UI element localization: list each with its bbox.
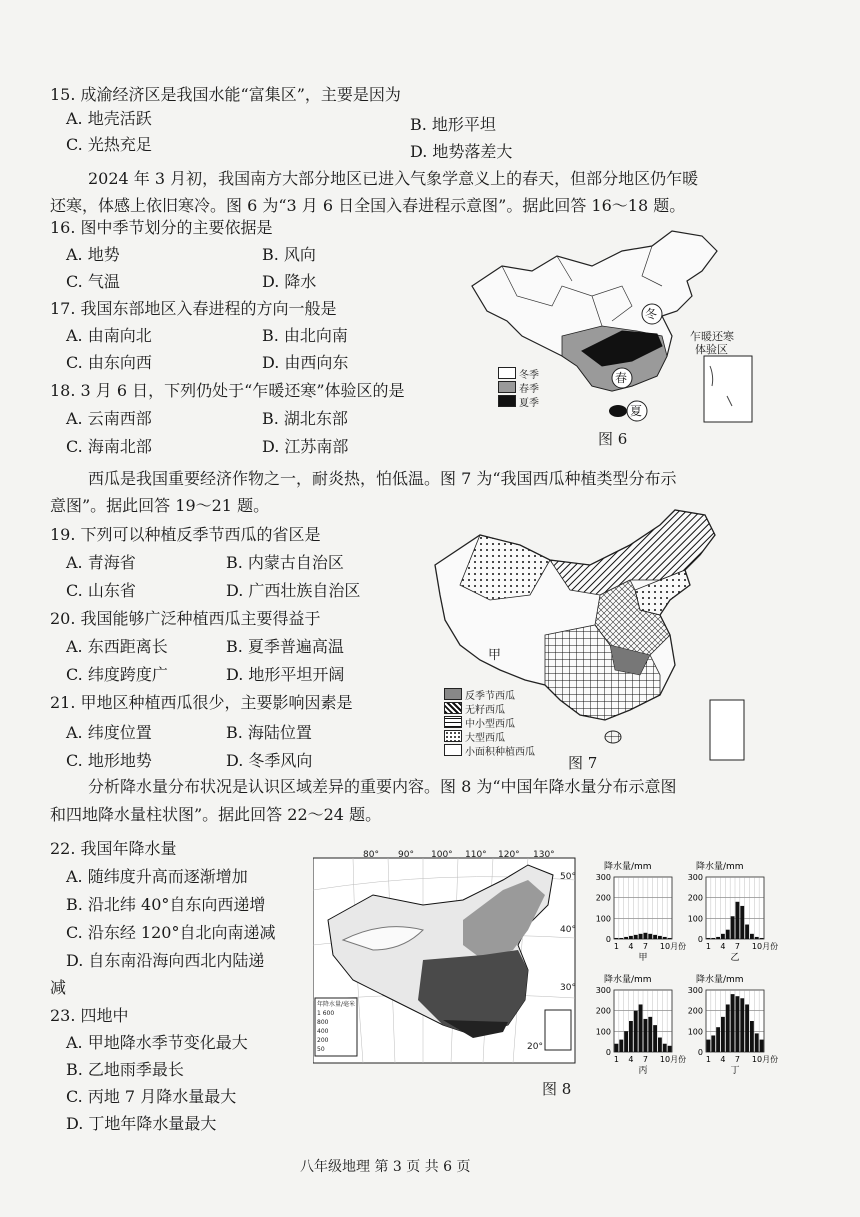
q22-stem: 22. 我国年降水量 (50, 839, 177, 858)
bar-month-8 (740, 906, 744, 939)
lon-130: 130° (533, 850, 555, 860)
q17-option-c: C. 由东向西 (66, 353, 152, 372)
figure-7-map (430, 505, 750, 765)
legend-off-season: 反季节西瓜 (465, 690, 515, 702)
bar-chart-2 (680, 855, 779, 963)
bar-month-2 (711, 938, 715, 939)
x-tick-label: 7 (734, 1055, 740, 1064)
lon-100: 100° (431, 850, 453, 860)
bar-month-4 (629, 1021, 633, 1052)
chart-title: 丙 (638, 1066, 648, 1076)
q19-option-c: C. 山东省 (66, 581, 136, 600)
bar-month-11 (755, 937, 759, 939)
y-axis-label: 降水量/mm (696, 862, 744, 872)
bar-month-7 (644, 933, 648, 939)
figure-8-legend (317, 1000, 355, 1054)
lat-40: 40° (560, 925, 576, 935)
y-axis-label: 降水量/mm (604, 862, 652, 872)
x-tick-label: 7 (642, 942, 648, 951)
q16-option-b: B. 风向 (262, 245, 316, 264)
chart-title: 丁 (730, 1066, 740, 1076)
bar-month-1 (707, 938, 711, 939)
bar-month-2 (711, 1035, 715, 1052)
y-tick-label: 100 (595, 914, 611, 924)
bar-month-5 (726, 1004, 730, 1052)
bar-month-10 (750, 1021, 754, 1052)
bar-month-9 (653, 935, 657, 939)
bar-month-11 (663, 1044, 667, 1052)
bar-chart-4 (680, 968, 779, 1076)
q19-option-b: B. 内蒙古自治区 (226, 553, 344, 572)
legend-summer: 夏季 (519, 397, 539, 409)
bar-chart-1 (588, 855, 687, 963)
x-tick-label: 7 (734, 942, 740, 951)
q22-option-a: A. 随纬度升高而逐渐增加 (66, 867, 248, 886)
label-zone: 乍暖还寒 (690, 330, 734, 343)
bar-month-9 (745, 925, 749, 939)
lat-20: 20° (527, 1042, 543, 1052)
bar-month-5 (634, 935, 638, 939)
legend-200: 200 (317, 1037, 329, 1044)
legend-spring: 春季 (519, 383, 539, 395)
q18-option-a: A. 云南西部 (66, 409, 152, 428)
q22-option-d: D. 自东南沿海向西北内陆递 (66, 951, 265, 970)
bar-month-11 (663, 937, 667, 939)
q16-option-a: A. 地势 (66, 245, 120, 264)
q22-option-c: C. 沿东经 120°自北向南递减 (66, 923, 276, 942)
bar-month-3 (624, 937, 628, 939)
legend-small-area: 小面积种植西瓜 (465, 746, 535, 758)
figure-8-map (313, 850, 583, 1065)
q18-option-b: B. 湖北东部 (262, 409, 348, 428)
q23-option-a: A. 甲地降水季节变化最大 (66, 1033, 248, 1052)
bar-month-2 (619, 1040, 623, 1052)
y-tick-label: 200 (595, 893, 611, 903)
q17-option-d: D. 由西向东 (262, 353, 349, 372)
q19-stem: 19. 下列可以种植反季节西瓜的省区是 (50, 525, 321, 544)
y-tick-label: 0 (605, 935, 611, 944)
x-tick-label: 1 (705, 1055, 711, 1064)
y-tick-label: 100 (687, 914, 703, 924)
y-tick-label: 0 (697, 1048, 703, 1057)
bar-month-8 (740, 998, 744, 1052)
figure-6-legend (498, 366, 539, 408)
x-tick-label: 4 (720, 942, 726, 951)
bar-month-6 (639, 1004, 643, 1052)
chart-title: 乙 (730, 953, 740, 963)
lat-30: 30° (560, 983, 576, 993)
q20-option-b: B. 夏季普遍高温 (226, 637, 344, 656)
q22-option-b: B. 沿北纬 40°自东向西递增 (66, 895, 266, 914)
bar-month-4 (629, 936, 633, 939)
x-tick-label: 10月份 (659, 1055, 687, 1064)
lon-120: 120° (498, 850, 520, 860)
figure-6-map (462, 226, 762, 426)
bar-month-7 (736, 996, 740, 1052)
q19-option-d: D. 广西壮族自治区 (226, 581, 361, 600)
bar-month-12 (668, 938, 672, 939)
q22-option-d-wrap: 减 (50, 978, 67, 997)
legend-1600: 1 600 (317, 1010, 335, 1017)
x-tick-label: 7 (642, 1055, 648, 1064)
legend-seedless: 无籽西瓜 (465, 704, 505, 716)
bar-month-3 (716, 937, 720, 939)
y-tick-label: 100 (687, 1027, 703, 1037)
bar-month-1 (615, 1044, 619, 1052)
q21-option-c: C. 地形地势 (66, 751, 152, 770)
x-tick-label: 1 (705, 942, 711, 951)
x-tick-label: 4 (628, 942, 634, 951)
bar-month-3 (716, 1027, 720, 1052)
legend-400: 400 (317, 1028, 329, 1035)
legend-small-medium: 中小型西瓜 (465, 718, 515, 730)
legend-800: 800 (317, 1019, 329, 1026)
legend-title: 年降水量/毫米 (317, 1001, 356, 1008)
q16-option-d: D. 降水 (262, 272, 317, 291)
q15-stem: 15. 成渝经济区是我国水能“富集区”，主要是因为 (50, 85, 401, 104)
bar-month-5 (634, 1011, 638, 1052)
x-tick-label: 4 (628, 1055, 634, 1064)
intro-19-line2: 意图”。据此回答 19～21 题。 (50, 496, 270, 515)
q23-stem: 23. 四地中 (50, 1006, 129, 1025)
y-tick-label: 200 (687, 1006, 703, 1016)
q23-option-b: B. 乙地雨季最长 (66, 1060, 184, 1079)
bar-month-12 (760, 1040, 764, 1052)
bar-month-12 (760, 938, 764, 939)
intro-22-line1: 分析降水量分布状况是认识区域差异的重要内容。图 8 为“中国年降水量分布示意图 (88, 777, 677, 796)
q17-option-a: A. 由南向北 (66, 326, 152, 345)
bar-month-10 (658, 1038, 662, 1052)
q23-option-d: D. 丁地年降水量最大 (66, 1114, 217, 1133)
figure-8-caption: 图 8 (542, 1080, 572, 1098)
bar-month-6 (639, 934, 643, 939)
bar-month-8 (648, 1017, 652, 1052)
y-tick-label: 300 (595, 986, 611, 995)
legend-winter: 冬季 (519, 369, 539, 381)
lon-80: 80° (363, 850, 379, 860)
intro-16-line2: 还寒，体感上依旧寒冷。图 6 为“3 月 6 日全国入春进程示意图”。据此回答 16～18 题。 (50, 196, 686, 215)
q18-stem: 18. 3 月 6 日，下列仍处于“乍暖还寒”体验区的是 (50, 381, 405, 400)
bar-month-12 (668, 1046, 672, 1052)
label-winter: 冬 (645, 307, 658, 321)
y-axis-label: 降水量/mm (696, 975, 744, 985)
q21-option-a: A. 纬度位置 (66, 723, 152, 742)
q18-option-c: C. 海南北部 (66, 437, 152, 456)
y-axis-label: 降水量/mm (604, 975, 652, 985)
figure-6-caption: 图 6 (598, 430, 628, 448)
figure-7-legend (444, 687, 535, 757)
x-tick-label: 1 (613, 942, 619, 951)
bar-month-1 (615, 938, 619, 939)
q15-option-a: A. 地壳活跃 (66, 109, 152, 128)
legend-50: 50 (317, 1046, 325, 1053)
q21-option-b: B. 海陆位置 (226, 723, 312, 742)
legend-large: 大型西瓜 (465, 732, 505, 744)
bar-month-8 (648, 934, 652, 939)
x-tick-label: 10月份 (751, 1055, 779, 1064)
x-tick-label: 4 (720, 1055, 726, 1064)
y-tick-label: 200 (687, 893, 703, 903)
lon-110: 110° (465, 850, 487, 860)
intro-19-line1: 西瓜是我国重要经济作物之一，耐炎热，怕低温。图 7 为“我国西瓜种植类型分布示 (88, 469, 677, 488)
q18-option-d: D. 江苏南部 (262, 437, 349, 456)
label-zone-2: 体验区 (695, 343, 728, 356)
lat-50: 50° (560, 872, 576, 882)
y-tick-label: 300 (595, 873, 611, 882)
q21-stem: 21. 甲地区种植西瓜很少，主要影响因素是 (50, 693, 353, 712)
bar-month-10 (750, 934, 754, 939)
bar-month-4 (721, 1017, 725, 1052)
bar-month-6 (731, 916, 735, 939)
bar-month-1 (707, 1040, 711, 1052)
figure-7-caption: 图 7 (568, 754, 598, 772)
bar-month-9 (653, 1025, 657, 1052)
q16-stem: 16. 图中季节划分的主要依据是 (50, 218, 273, 237)
q15-option-b: B. 地形平坦 (410, 115, 496, 134)
q16-option-c: C. 气温 (66, 272, 120, 291)
q21-option-d: D. 冬季风向 (226, 751, 313, 770)
q15-option-c: C. 光热充足 (66, 135, 152, 154)
x-tick-label: 10月份 (659, 942, 687, 951)
q20-option-a: A. 东西距离长 (66, 637, 168, 656)
bar-month-6 (731, 994, 735, 1052)
q20-option-c: C. 纬度跨度广 (66, 665, 168, 684)
q15-option-d: D. 地势落差大 (410, 142, 513, 161)
intro-22-line2: 和四地降水量柱状图”。据此回答 22～24 题。 (50, 805, 382, 824)
bar-month-7 (736, 902, 740, 939)
q19-option-a: A. 青海省 (66, 553, 136, 572)
x-tick-label: 10月份 (751, 942, 779, 951)
y-tick-label: 200 (595, 1006, 611, 1016)
intro-16-line1: 2024 年 3 月初，我国南方大部分地区已进入气象学意义上的春天，但部分地区仍乍暖 (88, 169, 699, 188)
y-tick-label: 100 (595, 1027, 611, 1037)
q20-option-d: D. 地形平坦开阔 (226, 665, 345, 684)
bar-month-7 (644, 1019, 648, 1052)
label-summer: 夏 (630, 404, 643, 418)
y-tick-label: 300 (687, 873, 703, 882)
x-tick-label: 1 (613, 1055, 619, 1064)
bar-month-3 (624, 1031, 628, 1052)
y-tick-label: 0 (605, 1048, 611, 1057)
lon-90: 90° (398, 850, 414, 860)
bar-month-9 (745, 1004, 749, 1052)
y-tick-label: 300 (687, 986, 703, 995)
q17-option-b: B. 由北向南 (262, 326, 348, 345)
q23-option-c: C. 丙地 7 月降水量最大 (66, 1087, 237, 1106)
chart-title: 甲 (638, 953, 648, 963)
bar-chart-3 (588, 968, 687, 1076)
y-tick-label: 0 (697, 935, 703, 944)
bar-month-10 (658, 936, 662, 939)
label-jia: 甲 (488, 648, 502, 663)
q17-stem: 17. 我国东部地区入春进程的方向一般是 (50, 299, 337, 318)
bar-month-11 (755, 1033, 759, 1052)
label-spring: 春 (615, 371, 628, 385)
q20-stem: 20. 我国能够广泛种植西瓜主要得益于 (50, 609, 321, 628)
bar-month-4 (721, 934, 725, 939)
bar-month-2 (619, 938, 623, 939)
bar-month-5 (726, 930, 730, 939)
page-footer: 八年级地理 第 3 页 共 6 页 (300, 1159, 471, 1175)
